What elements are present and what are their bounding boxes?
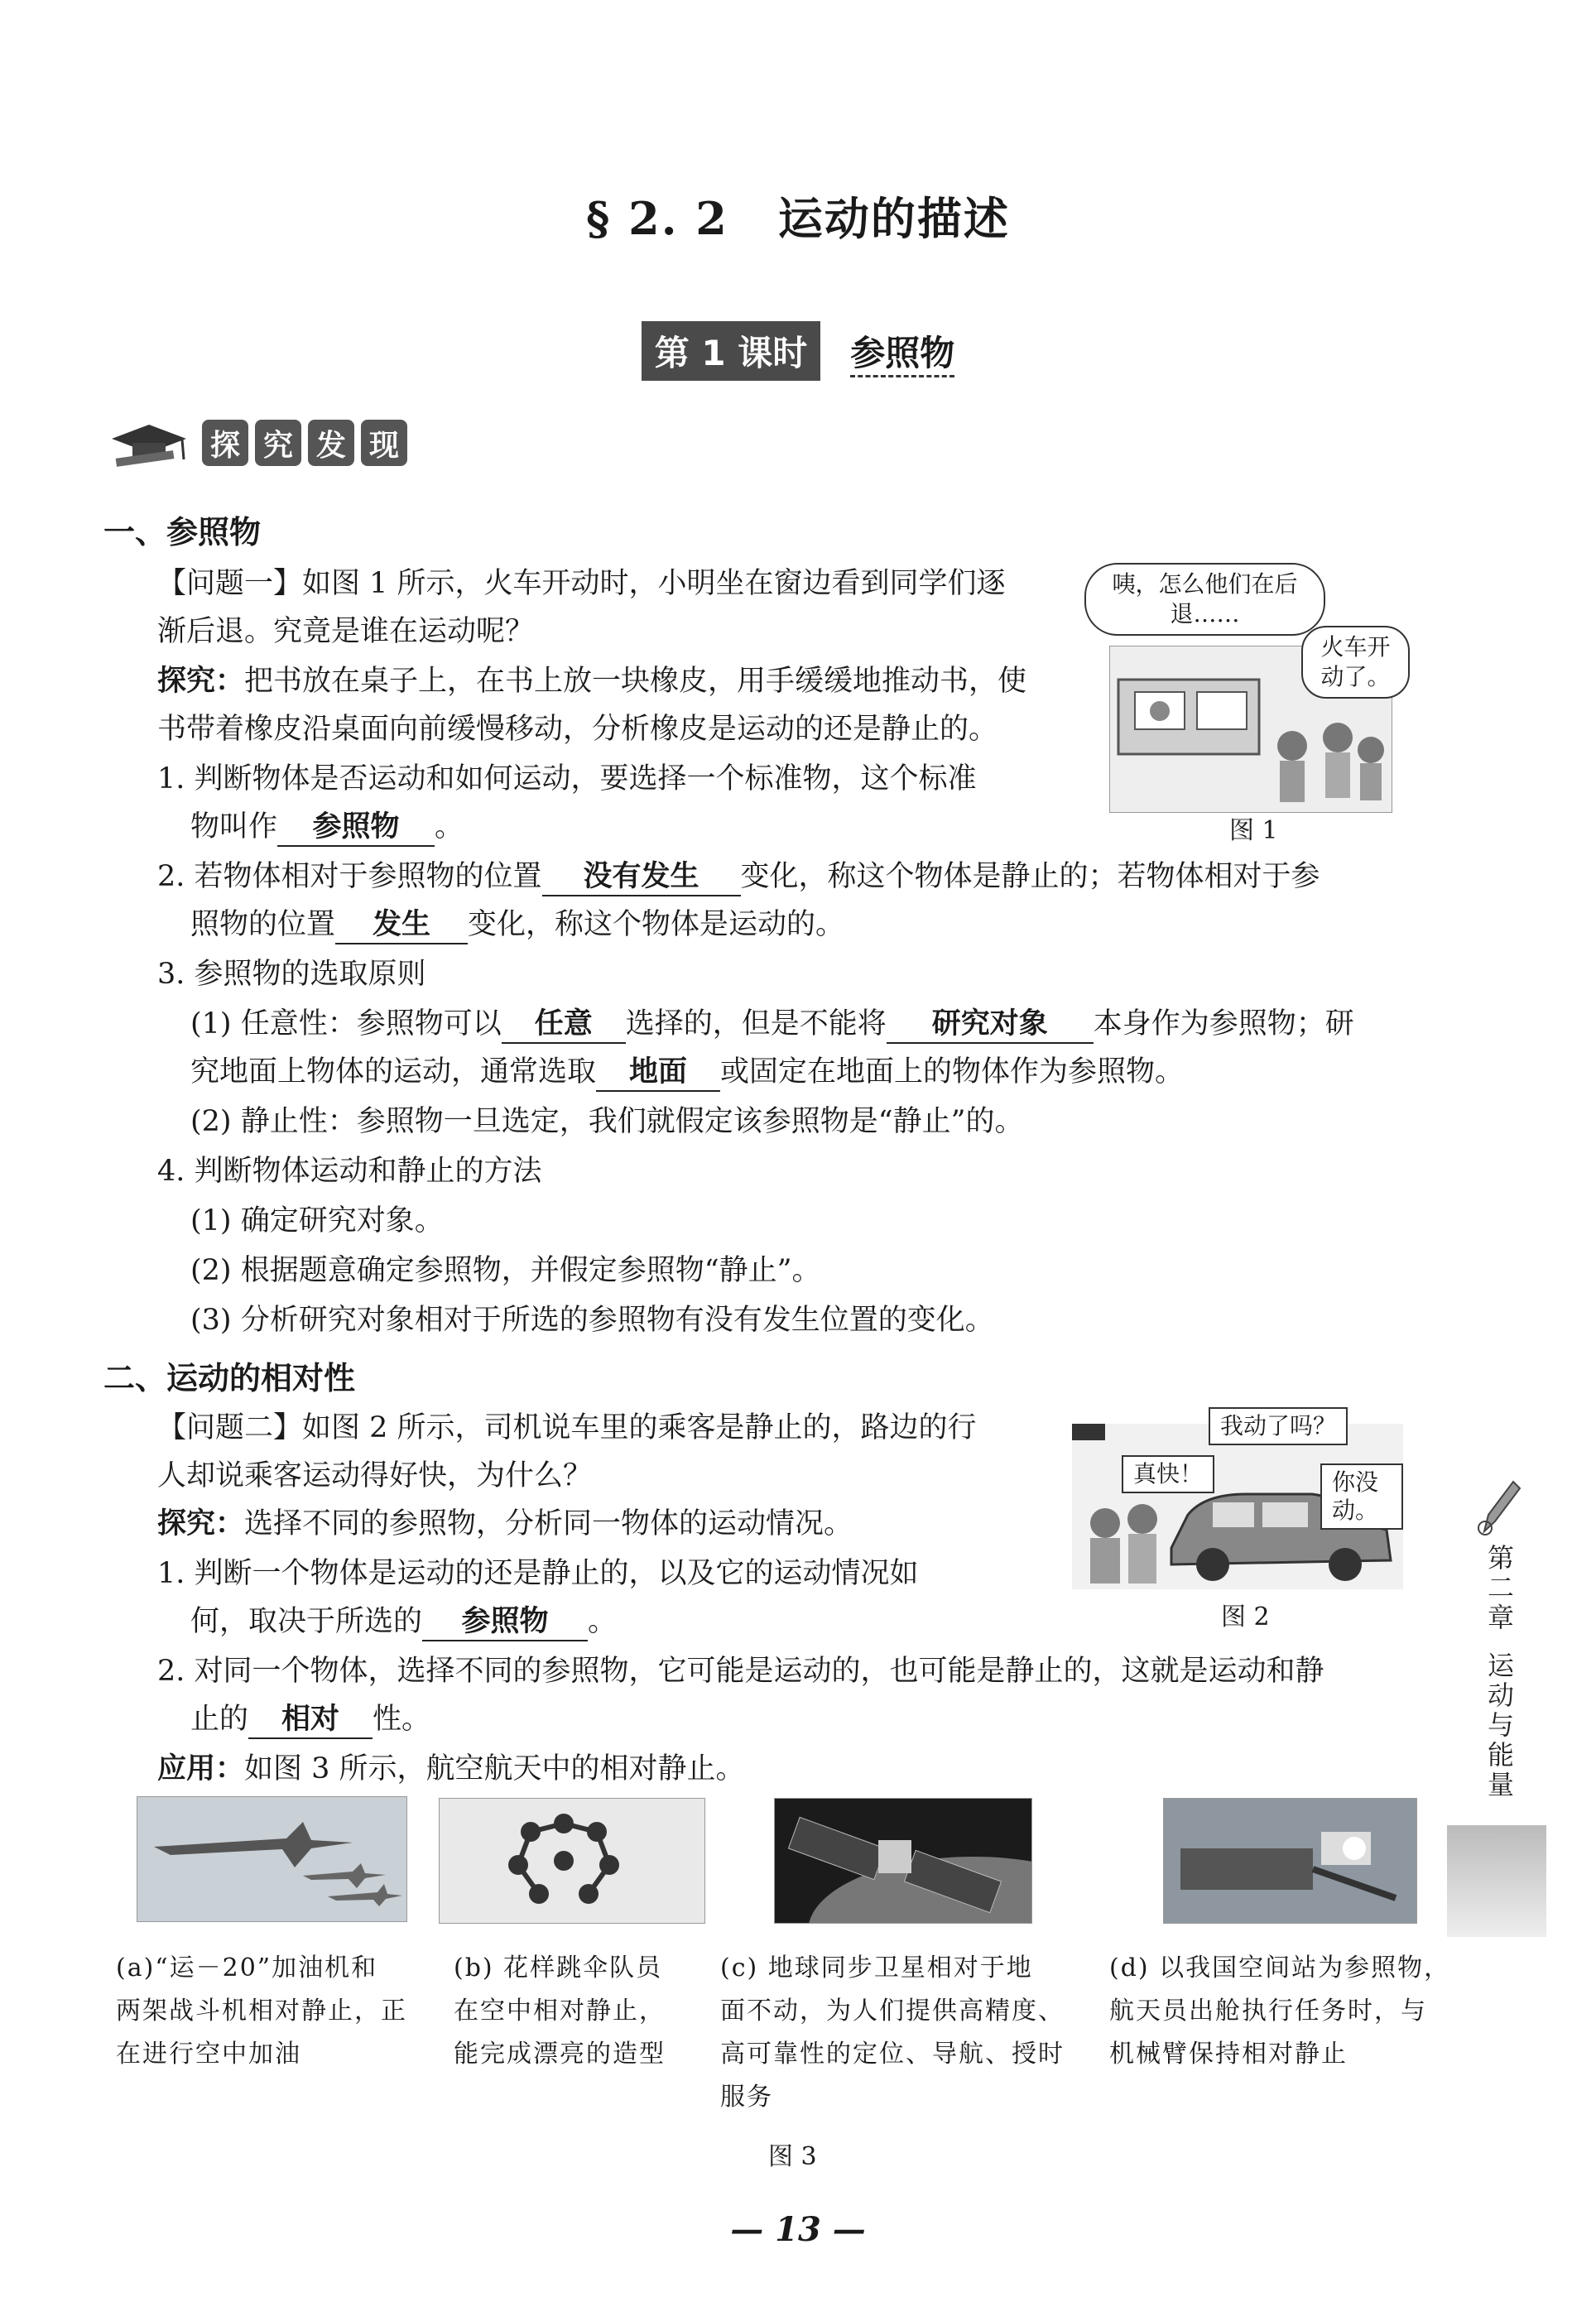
text: 。: [435, 810, 464, 843]
space-station-image: [1164, 1799, 1416, 1923]
apply-label: 应用：: [157, 1752, 245, 1785]
fig3-image-b: [439, 1798, 705, 1924]
point-4-2: (2) 根据题意确定参照物，并假定参照物“静止”。: [190, 1254, 821, 1287]
explore-two: [157, 1500, 853, 1548]
point-1-line1: 1. 判断物体是否运动和如何运动，要选择一个标准物，这个标准: [157, 762, 977, 795]
point-3-title: 3. 参照物的选取原则: [157, 958, 426, 991]
fig3-caption-a: [116, 1947, 439, 2076]
lesson-tag: 第 1 课时: [642, 321, 820, 381]
point-4-3: (3) 分析研究对象相对于所选的参照物有没有发生位置的变化。: [190, 1304, 994, 1337]
p2-point-2-line2: [190, 1695, 430, 1743]
caption-line: 在空中相对静止，: [454, 1997, 666, 2026]
answer-blank: 任意: [502, 1006, 626, 1044]
point-4-title: 4. 判断物体运动和静止的方法: [157, 1155, 542, 1188]
explore-char: 究: [255, 420, 301, 466]
point-3-a: [190, 1000, 1354, 1048]
lesson-title: 参照物: [850, 333, 954, 377]
caption-line: (d) 以我国空间站为参照物，: [1109, 1954, 1451, 1982]
caption-line: (c) 地球同步卫星相对于地: [720, 1954, 1033, 1982]
heading-relativity: 二、运动的相对性: [103, 1360, 356, 1396]
heading-reference-object: 一、参照物: [103, 514, 262, 550]
text: 物叫作: [190, 810, 278, 843]
caption-line: 在进行空中加油: [116, 2040, 301, 2069]
aircraft-refuel-image: [137, 1797, 406, 1921]
text: 性。: [373, 1703, 431, 1736]
section-title: [0, 184, 1596, 248]
question-text: 如图 1 所示，火车开动时，小明坐在窗边看到同学们逐: [302, 567, 1006, 600]
chapter-side-tab: [1447, 1473, 1546, 1937]
question-text: 如图 2 所示，司机说车里的乘客是静止的，路边的行: [302, 1411, 977, 1444]
caption-line: 高可靠性的定位、导航、授时: [720, 2040, 1065, 2069]
point-4-1: (1) 确定研究对象。: [190, 1204, 444, 1238]
skydivers-image: [440, 1799, 704, 1923]
caption-line: 航天员出舱执行任务时，与: [1109, 1997, 1427, 2026]
side-tab-bar: [1447, 1825, 1546, 1937]
fig3-caption-b: [454, 1947, 719, 2076]
explore-char: 现: [361, 420, 407, 466]
speech-box: 你没动。: [1320, 1463, 1403, 1530]
answer-blank: 地面: [596, 1054, 720, 1092]
text: 变化，称这个物体是静止的；若物体相对于参: [740, 860, 1320, 893]
fig3-image-a: [137, 1796, 407, 1922]
answer-blank: 研究对象: [887, 1006, 1094, 1044]
p2-point-2-line1: 2. 对同一个物体，选择不同的参照物，它可能是运动的，也可能是静止的，这就是运动和静: [157, 1655, 1324, 1688]
chapter-number: 第二章: [1483, 1544, 1515, 1633]
caption-line: (b) 花样跳伞队员: [454, 1954, 663, 1982]
satellite-image: [775, 1799, 1031, 1923]
caption-line: 机械臂保持相对静止: [1109, 2040, 1348, 2069]
text: 照物的位置: [190, 908, 336, 941]
answer-blank: 没有发生: [542, 858, 741, 896]
figure-2: [1072, 1407, 1403, 1589]
explore-one-line2: 书带着橡皮沿桌面向前缓慢移动，分析橡皮是运动的还是静止的。: [157, 713, 998, 746]
caption-line: 两架战斗机相对静止，正: [116, 1997, 407, 2026]
text: 究地面上物体的运动，通常选取: [190, 1055, 597, 1089]
question-two-line2: 人却说乘客运动得好快，为什么？: [157, 1459, 593, 1492]
text: 止的: [190, 1703, 249, 1736]
section-name: 运动的描述: [777, 192, 1010, 245]
caption-line: (a)“运－20”加油机和: [116, 1954, 378, 1982]
figure-1-caption: 图 1: [1229, 816, 1278, 845]
text: (1) 任意性：参照物可以: [190, 1007, 502, 1040]
explore-char: 探: [202, 420, 248, 466]
point-3-b: [190, 1048, 1184, 1096]
point-2-line1: [157, 853, 1320, 901]
pencil-icon: [1472, 1473, 1521, 1540]
chapter-title: 运动与能量: [1483, 1651, 1515, 1800]
explore-label: 探究：: [157, 665, 245, 698]
application: [157, 1745, 745, 1793]
explore-text: 选择不同的参照物，分析同一物体的运动情况。: [244, 1507, 853, 1540]
text: 变化，称这个物体是运动的。: [468, 908, 845, 941]
text: 本身作为参照物；研: [1093, 1007, 1354, 1040]
answer-blank: 参照物: [422, 1603, 588, 1641]
explore-label: 探究：: [157, 1507, 245, 1540]
apply-text: 如图 3 所示，航空航天中的相对静止。: [244, 1752, 745, 1785]
figure-2-caption: 图 2: [1221, 1603, 1270, 1632]
question-label: 【问题一】: [157, 567, 303, 600]
text: 。: [588, 1605, 618, 1638]
fig3-image-d: [1163, 1798, 1417, 1924]
speech-bubble: 咦，怎么他们在后退……: [1084, 563, 1325, 636]
text: 选择的，但是不能将: [625, 1007, 887, 1040]
question-one-line1: [157, 560, 1006, 608]
fig3-image-c: [774, 1798, 1032, 1924]
speech-box: 真快！: [1122, 1455, 1214, 1493]
question-two-line1: [157, 1404, 977, 1452]
text: 何，取决于所选的: [190, 1605, 423, 1638]
text: 2. 若物体相对于参照物的位置: [157, 860, 542, 893]
caption-line: 能完成漂亮的造型: [454, 2040, 666, 2069]
fig3-caption-d: [1109, 1947, 1473, 2076]
lesson-header: [0, 321, 1596, 381]
fig3-caption-c: [720, 1947, 1093, 2119]
explore-banner: [108, 418, 407, 468]
answer-blank: 参照物: [277, 809, 435, 847]
graduation-cap-icon: [108, 418, 190, 468]
explore-text: 把书放在桌子上，在书上放一块橡皮，用手缓缓地推动书，使: [244, 665, 1027, 698]
explore-one-line1: [157, 657, 1026, 705]
text: 或固定在地面上的物体作为参照物。: [720, 1055, 1185, 1089]
speech-bubble: 火车开动了。: [1301, 626, 1410, 699]
caption-line: 面不动，为人们提供高精度、: [720, 1997, 1065, 2026]
figure-3-caption: 图 3: [768, 2142, 817, 2171]
question-one-line2: 渐后退。究竟是谁在运动呢？: [157, 615, 535, 648]
point-1-line2: [190, 803, 464, 851]
page-number: — 13 —: [730, 2210, 866, 2249]
answer-blank: 发生: [335, 906, 468, 944]
answer-blank: 相对: [248, 1701, 373, 1739]
p2-point-1-line1: 1. 判断一个物体是运动的还是静止的，以及它的运动情况如: [157, 1557, 919, 1590]
explore-char: 发: [308, 420, 354, 466]
point-2-line2: [190, 901, 844, 949]
caption-line: 服务: [720, 2083, 773, 2112]
speech-box: 我动了吗？: [1209, 1407, 1348, 1445]
figure-1: [1084, 563, 1399, 811]
p2-point-1-line2: [190, 1598, 617, 1646]
section-number: § 2. 2: [586, 192, 728, 245]
point-3-c: (2) 静止性：参照物一旦选定，我们就假定该参照物是“静止”的。: [190, 1105, 1024, 1138]
question-label: 【问题二】: [157, 1411, 303, 1444]
